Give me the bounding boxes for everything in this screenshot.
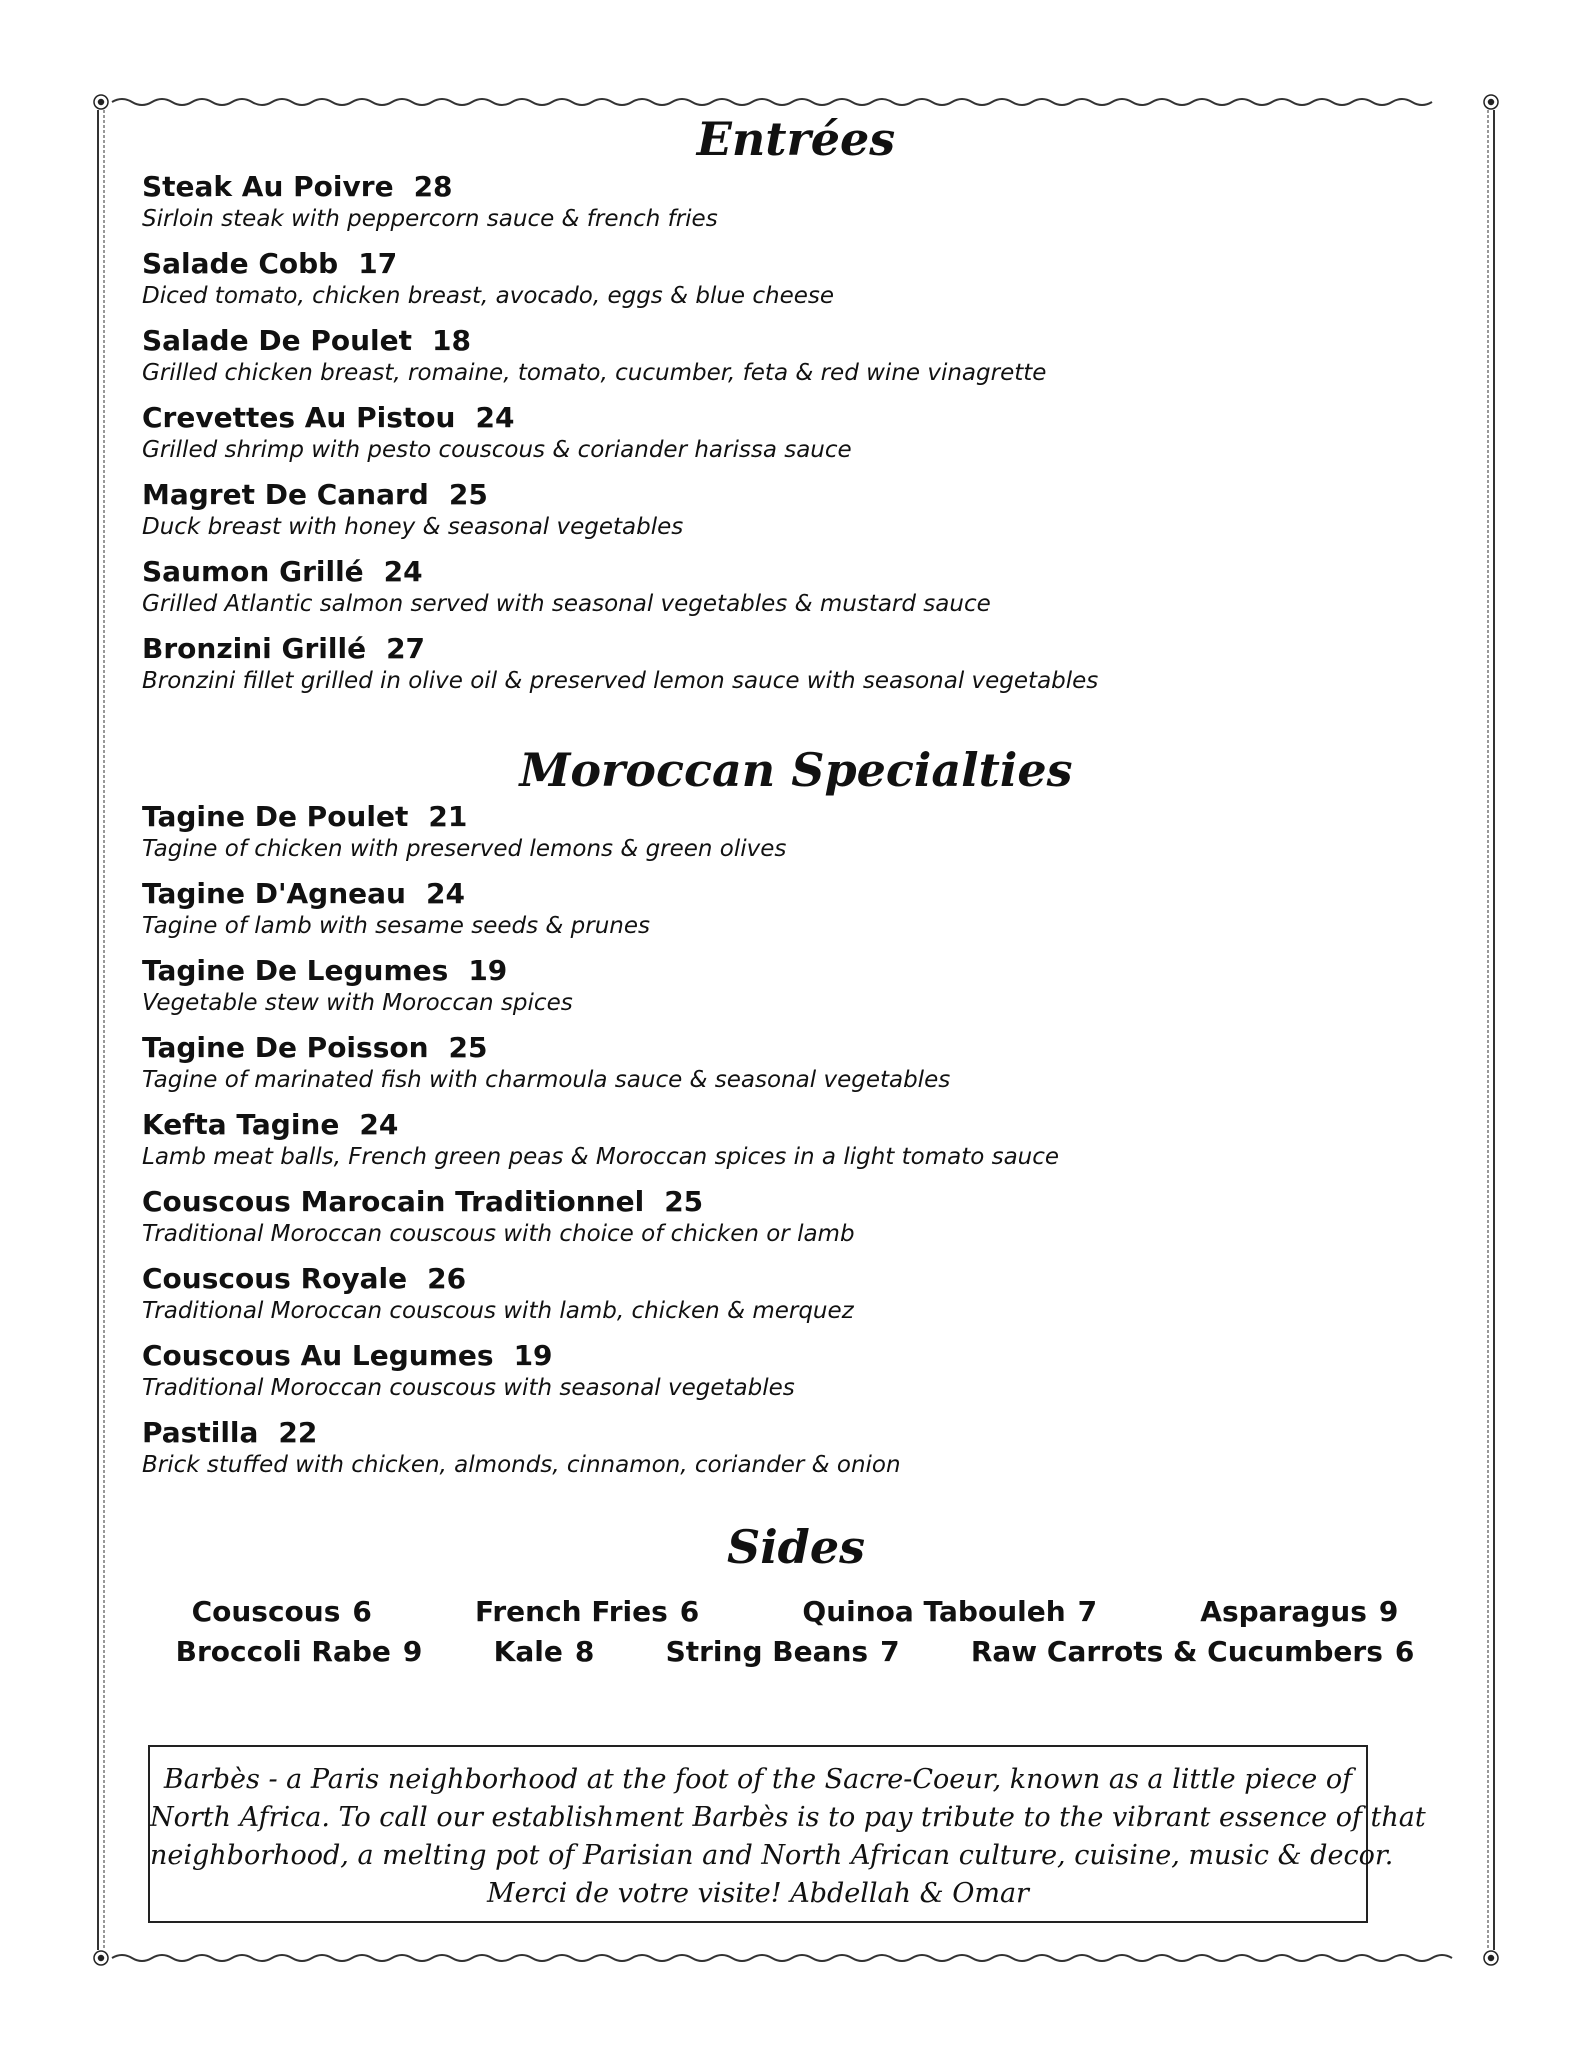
menu-item-description: Tagine of chicken with preserved lemons & green olives: [142, 836, 787, 862]
menu-item-description: Duck breast with honey & seasonal vegetables: [142, 514, 684, 540]
menu-item-name: Saumon Grillé: [142, 555, 364, 588]
bottom-border-line: [112, 1955, 1452, 1961]
menu-item: [142, 1185, 1442, 1249]
menu-item-title: [142, 401, 1442, 435]
menu-item-description: Diced tomato, chicken breast, avocado, eggs & blue cheese: [142, 283, 835, 309]
menu-item-title: [142, 954, 1442, 988]
side-item-price: 6: [1394, 1635, 1415, 1668]
menu-item: [142, 401, 1442, 465]
menu-item-price: 24: [383, 555, 423, 588]
side-item: [1200, 1595, 1398, 1628]
about-note-box: [148, 1745, 1426, 1923]
section-title-entrees: Entrées: [696, 112, 896, 166]
side-item-price: 8: [574, 1635, 595, 1668]
menu-item-title: [142, 632, 1442, 666]
sides-row-1: [140, 1595, 1450, 1628]
menu-item-price: 25: [448, 1031, 488, 1064]
menu-item-price: 25: [448, 478, 488, 511]
section-title-sides: Sides: [726, 1520, 866, 1574]
menu-item-description: Vegetable stew with Moroccan spices: [142, 990, 573, 1016]
menu-item-price: 19: [468, 954, 508, 987]
menu-item-price: 18: [431, 324, 471, 357]
menu-item: [142, 1262, 1442, 1326]
menu-item-name: Couscous Royale: [142, 1262, 408, 1295]
menu-item-title: [142, 1416, 1442, 1450]
menu-item: [142, 478, 1442, 542]
side-item-price: 6: [679, 1595, 700, 1628]
menu-item: [142, 170, 1442, 234]
menu-item-description: Traditional Moroccan couscous with lamb, chicken & merquez: [142, 1298, 854, 1324]
menu-item-name: Salade Cobb: [142, 247, 339, 280]
menu-item: [142, 555, 1442, 619]
side-item: [802, 1595, 1097, 1628]
menu-item: [142, 877, 1442, 941]
menu-item-title: [142, 1031, 1442, 1065]
menu-item-title: [142, 1262, 1442, 1296]
menu-item-title: [142, 877, 1442, 911]
sides-row-2: [140, 1635, 1450, 1668]
menu-item-name: Couscous Au Legumes: [142, 1339, 494, 1372]
side-item: [971, 1635, 1415, 1668]
menu-item-description: Traditional Moroccan couscous with choice of chicken or lamb: [142, 1221, 855, 1247]
menu-item-name: Bronzini Grillé: [142, 632, 367, 665]
side-item-name: Quinoa Tabouleh: [802, 1595, 1066, 1628]
menu-item-name: Salade De Poulet: [142, 324, 412, 357]
menu-item: [142, 324, 1442, 388]
side-item-name: Kale: [493, 1635, 563, 1668]
menu-item-title: [142, 555, 1442, 589]
menu-item-price: 17: [358, 247, 398, 280]
menu-item-price: 24: [359, 1108, 399, 1141]
menu-item-price: 24: [425, 877, 465, 910]
side-item: [475, 1595, 699, 1628]
side-item-price: 9: [1378, 1595, 1399, 1628]
menu-item: [142, 1416, 1442, 1480]
side-item-name: Asparagus: [1200, 1595, 1367, 1628]
menu-item-name: Tagine De Poisson: [142, 1031, 429, 1064]
menu-item-price: 21: [428, 800, 468, 833]
menu-item-name: Crevettes Au Pistou: [142, 401, 456, 434]
menu-item-description: Sirloin steak with peppercorn sauce & french fries: [142, 206, 718, 232]
side-item-price: 7: [1077, 1595, 1098, 1628]
menu-item-description: Grilled shrimp with pesto couscous & coriander harissa sauce: [142, 437, 852, 463]
menu-item-price: 19: [513, 1339, 553, 1372]
menu-item-price: 22: [278, 1416, 318, 1449]
about-note-line: Merci de votre visite! Abdellah & Omar: [487, 1878, 1029, 1909]
menu-item: [142, 954, 1442, 1018]
menu-item-description: Lamb meat balls, French green peas & Moroccan spices in a light tomato sauce: [142, 1144, 1060, 1170]
menu-item-title: [142, 478, 1442, 512]
side-item-name: Broccoli Rabe: [175, 1635, 391, 1668]
menu-item-name: Magret De Canard: [142, 478, 429, 511]
menu-item: [142, 800, 1442, 864]
menu-item-description: Traditional Moroccan couscous with seasonal vegetables: [142, 1375, 795, 1401]
top-border-line: [112, 99, 1432, 105]
menu-item: [142, 1031, 1442, 1095]
menu-item: [142, 1339, 1442, 1403]
side-item: [176, 1635, 423, 1668]
side-item: [192, 1595, 372, 1628]
menu-item-description: Brick stuffed with chicken, almonds, cinnamon, coriander & onion: [142, 1452, 901, 1478]
menu-item-price: 24: [475, 401, 515, 434]
menu-item-title: [142, 247, 1442, 281]
menu-item-description: Tagine of marinated fish with charmoula sauce & seasonal vegetables: [142, 1067, 951, 1093]
side-item-name: Couscous: [191, 1595, 341, 1628]
menu-item: [142, 632, 1442, 696]
menu-item-title: [142, 170, 1442, 204]
menu-item-description: Tagine of lamb with sesame seeds & prunes: [142, 913, 650, 939]
menu-item-title: [142, 1185, 1442, 1219]
menu-item-name: Tagine D'Agneau: [142, 877, 406, 910]
menu-item-price: 25: [664, 1185, 704, 1218]
menu-item-price: 27: [386, 632, 426, 665]
menu-item-title: [142, 324, 1442, 358]
menu-item-name: Pastilla: [142, 1416, 259, 1449]
menu-item-name: Steak Au Poivre: [142, 170, 394, 203]
menu-item-name: Couscous Marocain Traditionnel: [142, 1185, 645, 1218]
menu-item-name: Tagine De Legumes: [142, 954, 449, 987]
about-note-line: North Africa. To call our establishment Barbès is to pay tribute to the vibrant essence of that: [150, 1802, 1426, 1833]
menu-item-name: Tagine De Poulet: [142, 800, 409, 833]
about-note-line: Barbès - a Paris neighborhood at the foot of the Sacre-Coeur, known as a little piece of: [163, 1764, 1353, 1795]
menu-item-description: Grilled Atlantic salmon served with seasonal vegetables & mustard sauce: [142, 591, 991, 617]
menu-item-description: Bronzini fillet grilled in olive oil & preserved lemon sauce with seasonal vegetables: [142, 668, 1099, 694]
side-item: [494, 1635, 595, 1668]
side-item-price: 9: [402, 1635, 423, 1668]
side-item: [666, 1635, 900, 1668]
side-item-name: French Fries: [475, 1595, 668, 1628]
side-item-price: 7: [880, 1635, 900, 1668]
menu-item-description: Grilled chicken breast, romaine, tomato, cucumber, feta & red wine vinagrette: [142, 360, 1047, 386]
menu-item-price: 28: [413, 170, 453, 203]
side-item-name: String Beans: [665, 1635, 869, 1668]
side-item-price: 6: [352, 1595, 372, 1628]
about-note-line: neighborhood, a melting pot of Parisian and North African culture, cuisine, music & decor.: [150, 1840, 1394, 1871]
menu-item-title: [142, 1339, 1442, 1373]
menu-item: [142, 1108, 1442, 1172]
menu-item-title: [142, 1108, 1442, 1142]
menu-item: [142, 247, 1442, 311]
menu-item-price: 26: [427, 1262, 467, 1295]
section-title-moroccan: Moroccan Specialties: [519, 743, 1073, 797]
menu-item-name: Kefta Tagine: [142, 1108, 340, 1141]
menu-item-title: [142, 800, 1442, 834]
side-item-name: Raw Carrots & Cucumbers: [970, 1635, 1383, 1668]
